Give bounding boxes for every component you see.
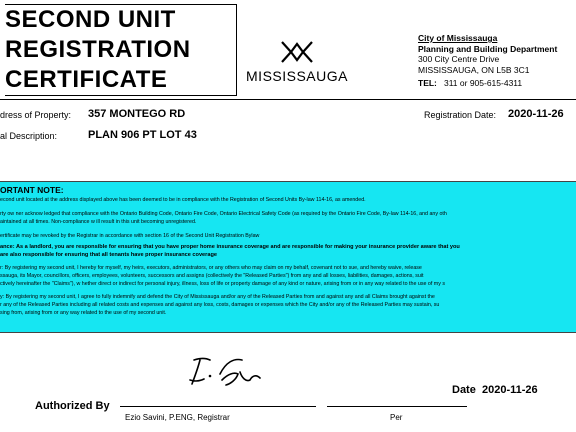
important-note-heading: ORTANT NOTE: <box>0 185 64 195</box>
registration-date-value: 2020-11-26 <box>508 108 564 120</box>
city-address-block <box>418 33 557 89</box>
legal-description-value: PLAN 906 PT LOT 43 <box>88 129 197 141</box>
date-value: 2020-11-26 <box>482 384 538 396</box>
notice-line: r: By registering my second unit, I hereby for myself, my heirs, executors, administrators, or any others who may claim on my behalf, covenant not to sue, and hereby waive, release <box>0 265 422 271</box>
notice-line: are also responsible for ensuring that all tenants have proper insurance coverage <box>0 252 217 258</box>
date-label: Date <box>452 384 476 396</box>
logo-wordmark: MISSISSAUGA <box>246 68 348 84</box>
notice-line: econd unit located at the address displayed above has been deemed to be in compliance with the Registration of Second Units By-law 114-16, as amended. <box>0 197 366 203</box>
address-label: dress of Property: <box>0 110 72 120</box>
city-postal: MISSISSAUGA, ON L5B 3C1 <box>418 64 530 75</box>
registrar-name: Ezio Savini, P.ENG, Registrar <box>125 413 230 422</box>
city-name: City of Mississauga <box>418 33 498 43</box>
notice-line: aintained at all times. Non-compliance w ill result in this unit becoming unregistered. <box>0 219 197 225</box>
certificate-title <box>5 4 237 96</box>
notice-line: rty ow ner acknow ledged that compliance with the Ontario Building Code, Ontario Fire Code, Ontario Electrical Safety Code (as required by the Ontario Fire Code, By-law 114-16, and any oth <box>0 211 447 217</box>
street-address: 300 City Centre Drive <box>418 54 500 64</box>
notice-line: sing from, arising from or any way related to the use of my second unit. <box>0 310 167 316</box>
title-line-1: SECOND UNIT <box>5 6 176 33</box>
logo-crown-icon <box>279 40 315 64</box>
notice-line: ssauga, its Mayor, councillors, officers, employees, volunteers, successors and assigns (collectively the "Released Parties") from any and all losses, liabilities, damages, actions, suit <box>0 273 424 279</box>
header-divider <box>0 99 576 100</box>
per-label: Per <box>390 413 403 422</box>
notice-line: ctively hereinafter the "Claims"), w hether direct or indirect for personal injury, illness, loss of life or property damage of any kind or nature, arising from or in any way related to the use of my s <box>0 281 445 287</box>
registrar-signature <box>186 352 266 392</box>
notice-line: r any of the Released Parties including all related costs and expenses and against any loss, costs, damages or expenses which the City and/or any of the Released Parties may sustain, su <box>0 302 440 308</box>
mississauga-logo <box>242 30 352 90</box>
notice-line: ertificate may be revoked by the Registrar in accordance with section 16 of the Second Unit Registration Bylaw <box>0 233 260 239</box>
title-line-3: CERTIFICATE <box>5 66 168 93</box>
department-name: Planning and Building Department <box>418 43 558 54</box>
registration-date-label: Registration Date: <box>424 110 497 120</box>
title-line-2: REGISTRATION <box>5 36 191 63</box>
address-value: 357 MONTEGO RD <box>88 108 186 120</box>
authorized-by-label: Authorized By <box>35 400 110 412</box>
important-note-box <box>0 181 576 333</box>
notice-line: y: By registering my second unit, I agree to fully indemnify and defend the City of Mississauga and/or any of the Released Parties from and against any and all Claims brought against the <box>0 294 435 300</box>
tel-value: 311 or 905-615-4311 <box>443 78 523 88</box>
notice-line: ance: As a landlord, you are responsible for ensuring that you have proper home insurance coverage and are responsible for making your insurance provider aware that you <box>0 244 460 250</box>
per-line <box>327 406 467 407</box>
tel-label: TEL: <box>418 78 437 88</box>
signature-line <box>120 406 316 407</box>
legal-description-label: al Description: <box>0 131 58 141</box>
